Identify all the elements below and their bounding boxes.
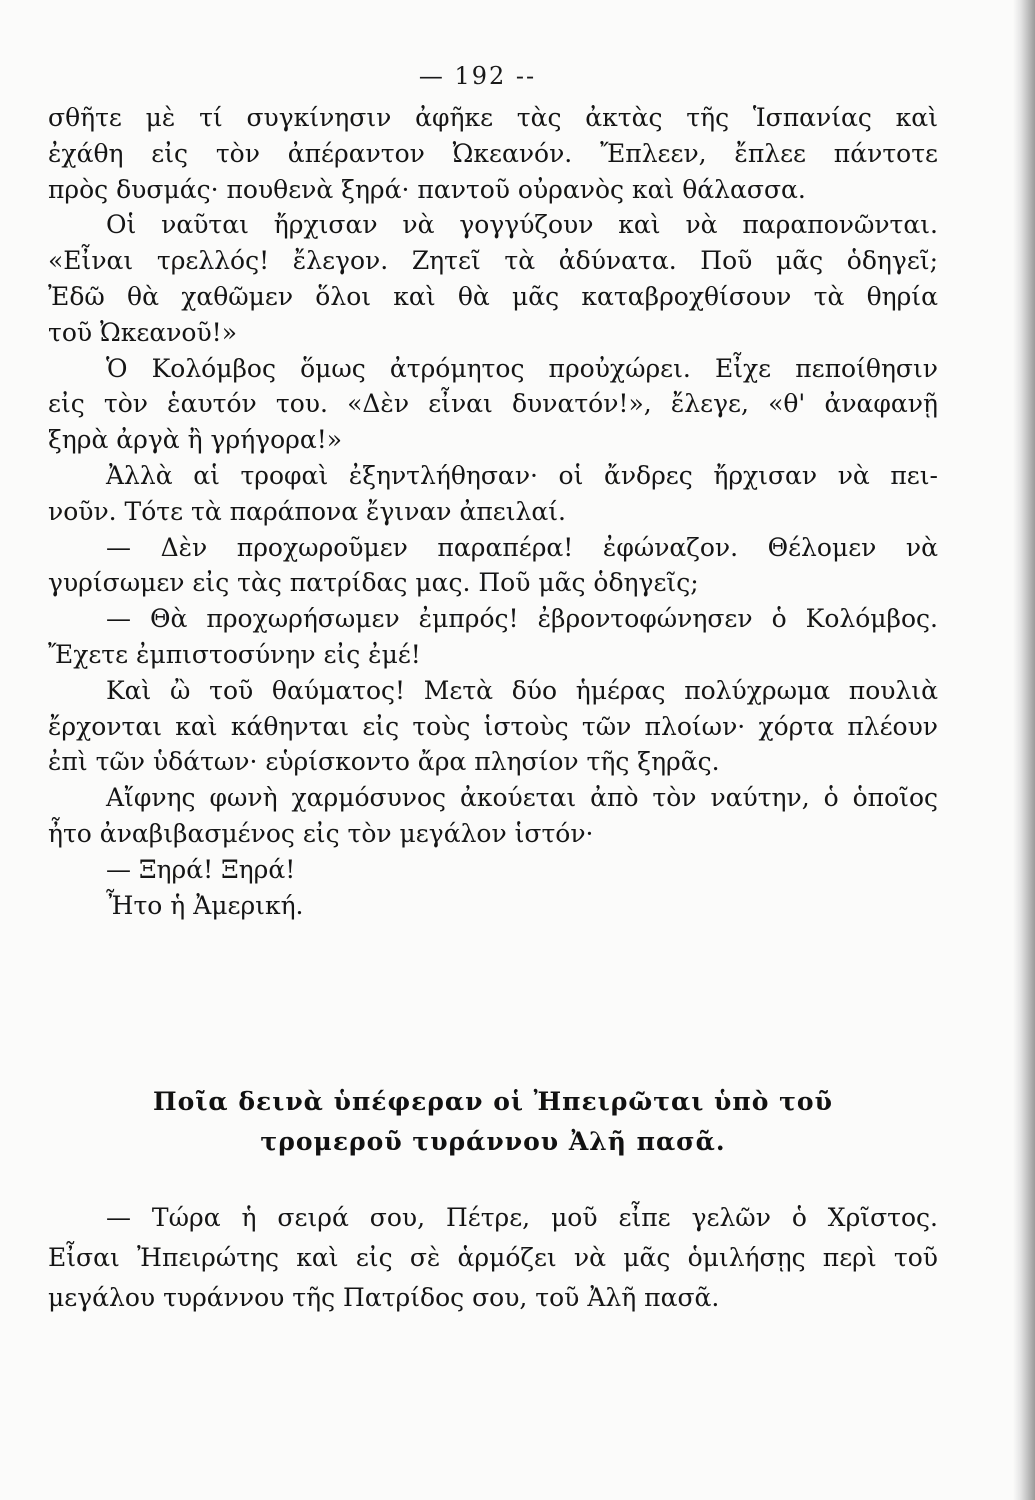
text-line: Ἐδῶ θὰ χαθῶμεν ὅλοι καὶ θὰ μᾶς καταβροχθίσουν τὰ θηρία [48, 281, 938, 311]
heading-line: Ποῖα δεινὰ ὑπέφεραν οἱ Ἠπειρῶται ὑπὸ τοῦ [153, 1087, 833, 1116]
text-line: ἐχάθη εἰς τὸν ἀπέραντον Ὠκεανόν. Ἔπλεεν, ἔπλεε πάντοτε [48, 138, 938, 168]
text-line: μεγάλου τυράννου τῆς Πατρίδος σου, τοῦ Ἀλῆ πασᾶ. [48, 1283, 720, 1312]
text-line: πρὸς δυσμάς· πουθενὰ ξηρά· παντοῦ οὐρανὸς καὶ θάλασσα. [48, 174, 806, 204]
main-text-block [48, 100, 938, 923]
heading-line: τρομεροῦ τυράννου Ἀλῆ πασᾶ. [260, 1127, 726, 1156]
text-line: Αἴφνης φωνὴ χαρμόσυνος ἀκούεται ἀπὸ τὸν ναύτην, ὁ ὁποῖος [106, 783, 938, 813]
text-line: ἐπὶ τῶν ὑδάτων· εὑρίσκοντο ἄρα πλησίον τῆς ξηρᾶς. [48, 747, 720, 777]
text-line: Ἦτο ἡ Ἀμερική. [106, 890, 304, 920]
text-line: σθῆτε μὲ τί συγκίνησιν ἀφῆκε τὰς ἀκτὰς τῆς Ἱσπανίας καὶ [48, 103, 938, 132]
text-line: γυρίσωμεν εἰς τὰς πατρίδας μας. Ποῦ μᾶς ὁδηγεῖς; [48, 568, 699, 598]
page-number: — 192 -- [418, 62, 537, 90]
text-line: «Εἶναι τρελλός! ἔλεγον. Ζητεῖ τὰ ἀδύνατα. Ποῦ μᾶς ὁδηγεῖ; [48, 246, 938, 276]
text-line: ἦτο ἀναβιβασμένος εἰς τὸν μεγάλον ἱστόν· [48, 818, 594, 848]
section-heading [48, 1082, 938, 1162]
text-line: Ἔχετε ἐμπιστοσύνην εἰς ἐμέ! [48, 639, 421, 669]
text-line: τοῦ Ὠκεανοῦ!» [48, 317, 238, 347]
text-line: Ἀλλὰ αἱ τροφαὶ ἐξηντλήθησαν· οἱ ἄνδρες ἤρχισαν νὰ πει- [106, 460, 938, 490]
text-line: εἰς τὸν ἑαυτόν του. «Δὲν εἶναι δυνατόν!», ἔλεγε, «θ' ἀναφανῇ [48, 389, 938, 419]
text-line: Εἶσαι Ἠπειρώτης καὶ εἰς σὲ ἁρμόζει νὰ μᾶς ὁμιλήσῃς περὶ τοῦ [48, 1243, 938, 1272]
page-binding-edge [1013, 0, 1035, 1500]
text-line: — Θὰ προχωρήσωμεν ἐμπρός! ἐβροντοφώνησεν ὁ Κολόμβος. [106, 604, 938, 634]
text-line: Καὶ ὢ τοῦ θαύματος! Μετὰ δύο ἡμέρας πολύχρωμα πουλιὰ [106, 675, 938, 705]
text-line: Ὁ Κολόμβος ὅμως ἀτρόμητος προὐχώρει. Εἶχε πεποίθησιν [106, 353, 938, 383]
text-line: — Δὲν προχωροῦμεν παραπέρα! ἐφώναζον. Θέλομεν νὰ [106, 532, 938, 562]
text-line: Οἱ ναῦται ἤρχισαν νὰ γογγύζουν καὶ νὰ παραπονῶνται. [106, 210, 938, 240]
section-text-block [48, 1198, 938, 1318]
text-line: — Τώρα ἡ σειρά σου, Πέτρε, μοῦ εἶπε γελῶν ὁ Χρῖστος. [106, 1203, 938, 1232]
text-line: ξηρὰ ἀργὰ ἢ γρήγορα!» [48, 425, 343, 455]
text-line: ἔρχονται καὶ κάθηνται εἰς τοὺς ἱστοὺς τῶν πλοίων· χόρτα πλέουν [48, 711, 938, 741]
text-line: νοῦν. Τότε τὰ παράπονα ἔγιναν ἀπειλαί. [48, 496, 566, 526]
text-line: — Ξηρά! Ξηρά! [106, 854, 296, 884]
